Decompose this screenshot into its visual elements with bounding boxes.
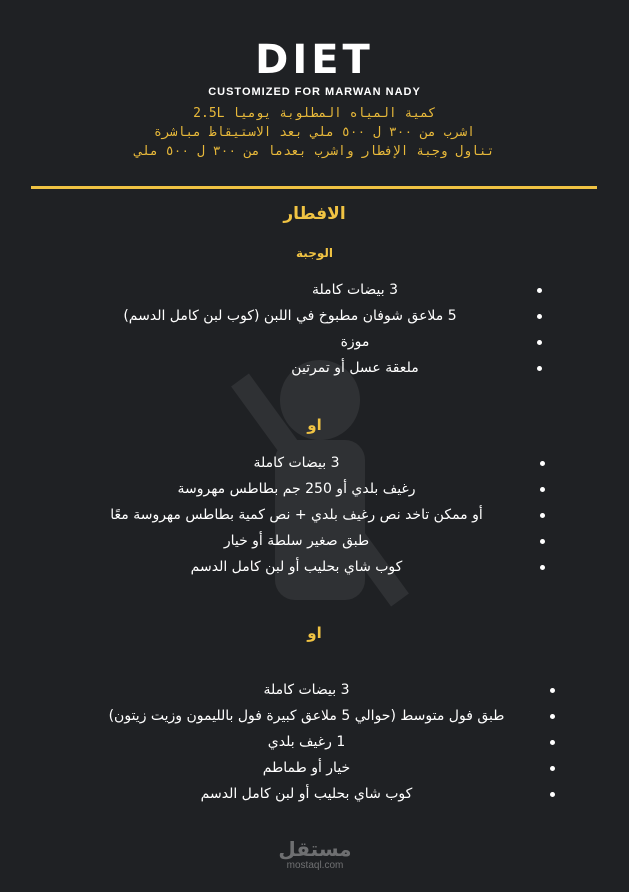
or-label-1: او bbox=[307, 416, 322, 434]
list-item: 3 بيضات كاملة bbox=[70, 450, 545, 476]
list-item: كوب شاي بحليب أو لبن كامل الدسم bbox=[70, 554, 545, 580]
wake-note: اشرب من ٣٠٠ ل ٥٠٠ ملي بعد الاستيقاظ مباشرة bbox=[154, 125, 475, 140]
section-title-breakfast: الافطار bbox=[283, 204, 346, 224]
list-item: خيار أو طماطم bbox=[80, 755, 555, 781]
brand-arabic: مستقل bbox=[278, 837, 352, 861]
list-item: كوب شاي بحليب أو لبن كامل الدسم bbox=[80, 781, 555, 807]
water-note: كمية المياه المطلوبة يوميا 2.5L bbox=[193, 106, 436, 121]
page-subtitle: CUSTOMIZED FOR MARWAN NADY bbox=[208, 86, 421, 98]
list-item: 3 بيضات كاملة bbox=[200, 277, 540, 303]
list-item: أو ممكن تاخد نص رغيف بلدي + نص كمية بطاطس مهروسة معًا bbox=[70, 502, 545, 528]
list-item: 5 ملاعق شوفان مطبوخ في اللبن (كوب لبن كامل الدسم) bbox=[70, 303, 540, 329]
meal-label: الوجبة bbox=[296, 246, 333, 260]
list-item: 3 بيضات كاملة bbox=[80, 677, 555, 703]
list-item: طبق صغير سلطة أو خيار bbox=[70, 528, 545, 554]
header bbox=[0, 0, 629, 161]
option-1-list bbox=[123, 277, 540, 381]
list-item: طبق فول متوسط (حوالي 5 ملاعق كبيرة فول بالليمون وزيت زيتون) bbox=[80, 703, 555, 729]
brand-latin: mostaql.com bbox=[286, 860, 344, 871]
option-2-list bbox=[70, 450, 545, 580]
list-item: موزة bbox=[200, 329, 540, 355]
breakfast-note: تناول وجبة الإفطار واشرب بعدما من ٣٠٠ ل ٥٠٠ ملي bbox=[134, 144, 495, 159]
option-3-list bbox=[80, 677, 555, 807]
or-label-2: او bbox=[307, 624, 322, 642]
list-item: 1 رغيف بلدي bbox=[80, 729, 555, 755]
page-title: DIET bbox=[255, 37, 374, 83]
list-item: ملعقة عسل أو تمرتين bbox=[200, 355, 540, 381]
divider bbox=[31, 186, 597, 189]
brand-watermark bbox=[275, 838, 355, 872]
list-item: رغيف بلدي أو 250 جم بطاطس مهروسة bbox=[70, 476, 545, 502]
